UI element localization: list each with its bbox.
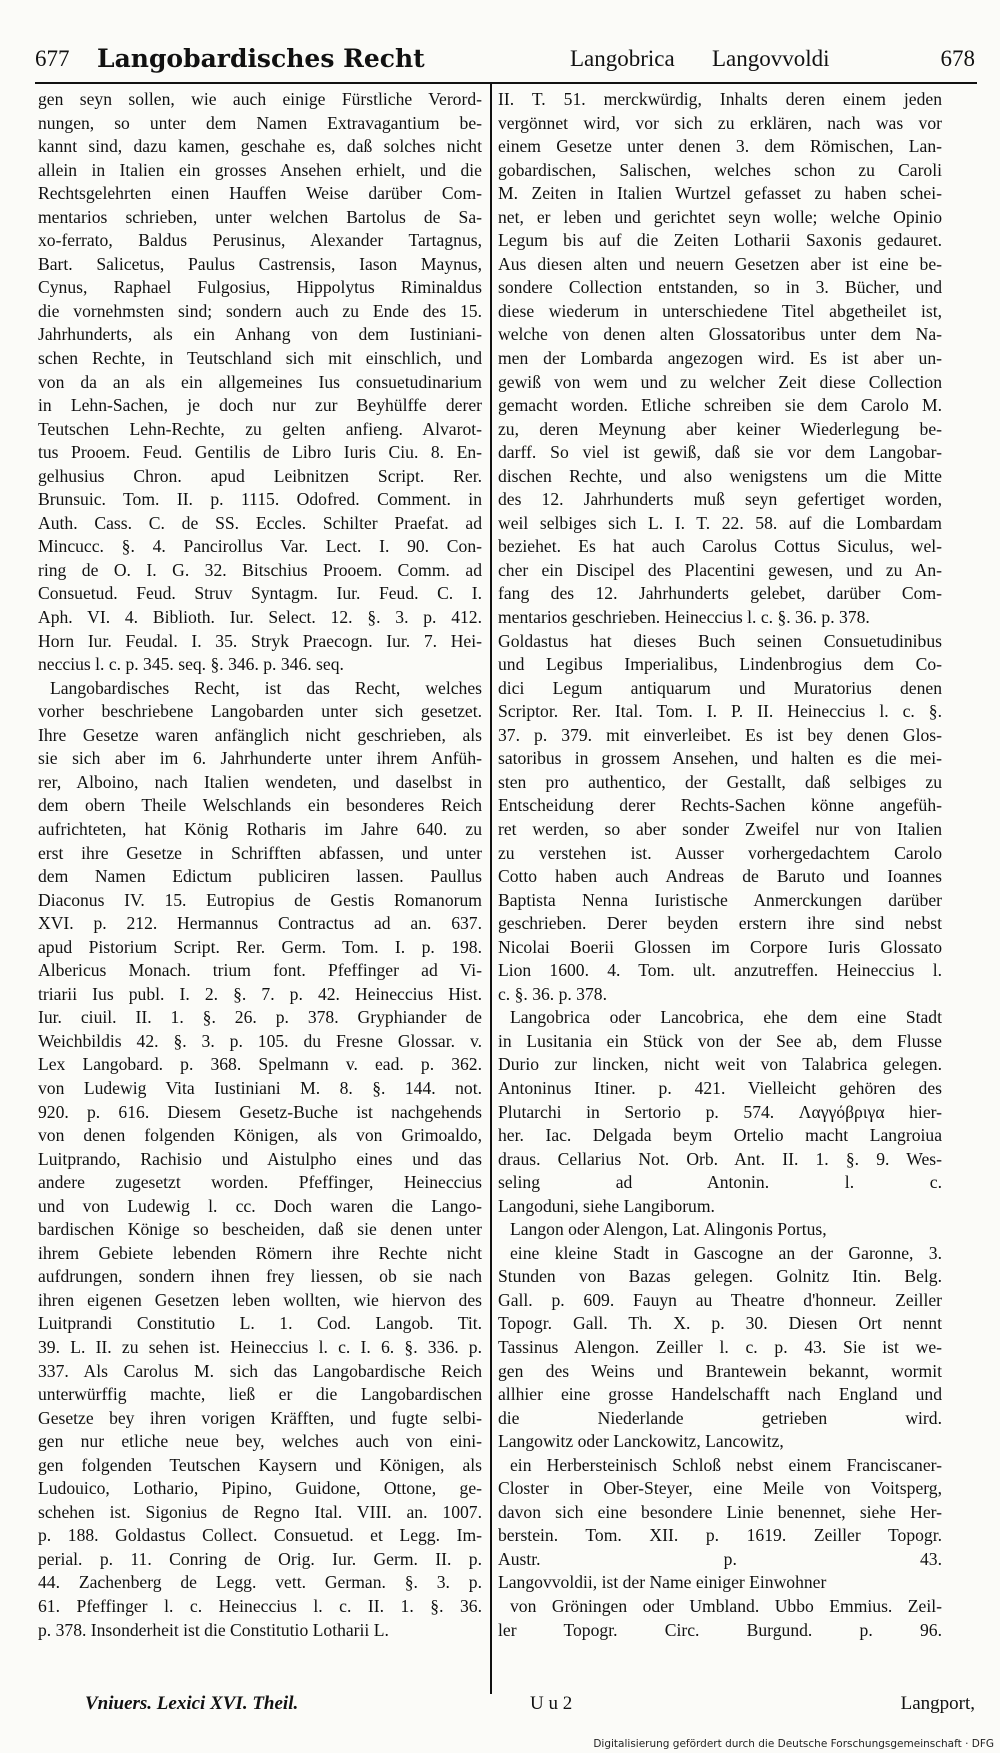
text-line: Closter in Ober-Steyer, eine Meile von Voitsperg, [498, 1478, 942, 1499]
text-line: ler Topogr. Circ. Burgund. p. 96. [498, 1619, 942, 1640]
digitization-credit: Digitalisierung gefördert durch die Deutsche Forschungsgemeinschaft · DFG [593, 1738, 994, 1750]
text-line: zu, deren Meynung aber keiner Wiederlegung be- [498, 418, 942, 439]
text-line: geschrieben. Derer beyden erstern ihre sind nebst [498, 913, 942, 934]
text-line: satoribus in grossem Ansehen, und halten es die mei- [498, 748, 942, 769]
right-column [498, 88, 942, 1642]
text-line: ring de O. I. G. 32. Bitschius Prooem. Comm. ad [38, 559, 482, 580]
text-line: dem Namen Edictum publiciren lassen. Paullus [38, 866, 482, 887]
text-line: tus Prooem. Feud. Gentilis de Libro Iuris Ciu. 8. En- [38, 442, 482, 463]
text-line: beziehet. Es hat auch Carolus Cottus Siculus, wel- [498, 536, 942, 557]
text-line: von denen folgenden Königen, als von Grimoaldo, [38, 1125, 482, 1146]
text-line: in Lusitania ein Stück von der See ab, dem Flusse [498, 1030, 942, 1051]
text-line: XVI. p. 212. Hermannus Contractus ad an. 637. [38, 913, 482, 934]
text-line: darff. So viel ist gewiß, daß sie vor dem Langobar- [498, 442, 942, 463]
text-line: Luitprando, Rachisio und Aistulpho eines und das [38, 1148, 482, 1169]
text-line: allein in Italien ein grosses Ansehen erhielt, und die [38, 159, 482, 180]
header-rule [35, 82, 977, 84]
footer-catchword: Langport, [900, 1693, 975, 1714]
text-line: gemacht worden. Etliche schreiben sie dem Carolo M. [498, 395, 942, 416]
text-line: in Lehn-Sachen, je doch nur zur Beyhülffe derer [38, 395, 482, 416]
text-line: 337. Als Carolus M. sich das Langobardische Reich [38, 1360, 482, 1381]
text-line: Cynus, Raphael Fulgosius, Hippolytus Riminaldus [38, 277, 482, 298]
text-line: Nicolai Boerii Glossen im Corpore Iuris Glossato [498, 936, 942, 957]
text-line: p. 378. Insonderheit ist die Constitutio Lotharii L. [38, 1619, 389, 1640]
text-line: Aph. VI. 4. Biblioth. Iur. Select. 12. §. 3. p. 412. [38, 607, 482, 628]
text-line: net, er leben und gerichtet seyn wolle; welche Opinio [498, 206, 942, 227]
text-line: draus. Cellarius Not. Orb. Ant. II. 1. §. 9. Wes- [498, 1148, 942, 1169]
text-line: fang des 12. Jahrhunderts gelebet, darüber Com- [498, 583, 942, 604]
text-line: bardischen Könige so bescheiden, daß sie denen unter [38, 1219, 482, 1240]
page-number-left: 677 [35, 46, 70, 71]
text-line: Austr. p. 43. [498, 1548, 942, 1569]
text-line: Lion 1600. 4. Tom. ult. anzutreffen. Heineccius l. [498, 960, 942, 981]
text-line: kannt sind, dazu kamen, geschahe es, daß solches nicht [38, 136, 482, 157]
text-line: Langobardisches Recht, ist das Recht, welches [50, 677, 482, 698]
text-line: Antoninus Itiner. p. 421. Vielleicht gehören des [498, 1077, 942, 1098]
text-line: Brunsuic. Tom. II. p. 1115. Odofred. Comment. in [38, 489, 482, 510]
signature-line: Vniuers. Lexici XVI. Theil. [85, 1693, 299, 1714]
text-line: von da an als ein allgemeines Ius consuetudinarium [38, 371, 482, 392]
text-line: gen folgenden Teutschen Kaysern und Königen, als [38, 1454, 482, 1475]
text-line: Consuetud. Feud. Struv Syntagm. Iur. Feud. C. I. [38, 583, 482, 604]
text-line: mentarios schrieben, unter welchen Bartolus de Sa- [38, 206, 482, 227]
text-line: Rechtsgelehrten einen Hauffen Weise darüber Com- [38, 183, 482, 204]
page-number-right: 678 [940, 46, 975, 71]
text-line: Ihre Gesetze waren anfänglich nicht geschrieben, als [38, 724, 482, 745]
text-line: perial. p. 11. Conring de Orig. Iur. Germ. II. p. [38, 1548, 482, 1569]
text-line: zu verstehen ist. Ausser vorhergedachtem Carolo [498, 842, 942, 863]
text-line: Horn Iur. Feudal. I. 35. Stryk Praecogn. Iur. 7. Hei- [38, 630, 482, 651]
text-line: schen Rechte, in Teutschland sich mit einschlich, und [38, 348, 482, 369]
text-line: apud Pistorium Script. Rer. Germ. Tom. I. p. 198. [38, 936, 482, 957]
text-line: cher ein Discipel des Placentini gewesen, und zu An- [498, 559, 942, 580]
text-line: unterwürffig machte, ließ er die Langobardischen [38, 1384, 482, 1405]
catchword-last: Langovvoldi [712, 46, 830, 71]
text-line: Baptista Nenna Iuristische Anmerckungen darüber [498, 889, 942, 910]
text-line: p. 188. Goldastus Collect. Consuetud. et Legg. Im- [38, 1525, 482, 1546]
text-line: dischen Rechte, und also wenigstens um die Mitte [498, 465, 942, 486]
text-line: sten pro authentico, der Gestallt, daß selbiges zu [498, 771, 942, 792]
text-line: ret werden, so aber sonder Zweifel nur von Italien [498, 818, 942, 839]
text-line: her. Iac. Delgada beym Ortelio macht Langroiua [498, 1125, 942, 1146]
text-line: davon sich eine besondere Linie benennet, siehe Her- [498, 1501, 942, 1522]
text-line: Tassinus Alengon. Zeiller l. c. p. 43. Sie ist we- [498, 1336, 942, 1357]
text-line: Luitprandi Constitutio L. 1. Cod. Langob. Tit. [38, 1313, 482, 1334]
text-line: erst ihre Gesetze in Schrifften abfassen, und unter [38, 842, 482, 863]
text-line: Plutarchi in Sertorio p. 574. Λαγγόβριγα hier- [498, 1101, 942, 1122]
text-line: dem obern Theile Welschlands ein besonderes Reich [38, 795, 482, 816]
text-line: diese wiederum in unterschiedene Titel abgetheilet ist, [498, 300, 942, 321]
text-line: Ludouico, Lothario, Pipino, Guidone, Ottone, ge- [38, 1478, 482, 1499]
running-header [35, 40, 975, 80]
text-line: die Niederlande getrieben wird. [498, 1407, 942, 1428]
text-line: nungen, so unter dem Namen Extravagantium be- [38, 112, 482, 133]
text-line: xo-ferrato, Baldus Perusinus, Alexander Tartagnus, [38, 230, 482, 251]
text-line: triarii Ius publ. I. 2. §. 7. p. 42. Heineccius Hist. [38, 983, 482, 1004]
text-line: gen des Weins und Brantewein bekannt, wormit [498, 1360, 942, 1381]
text-line: Langobrica oder Lancobrica, ehe dem eine Stadt [510, 1007, 942, 1028]
text-line: Langon oder Alengon, Lat. Alingonis Portus, [510, 1219, 827, 1240]
text-line: Lex Langobard. p. 368. Spelmann v. ead. p. 362. [38, 1054, 482, 1075]
text-line: einem Gesetze unter denen 3. dem Römischen, Lan- [498, 136, 942, 157]
signature-mark: U u 2 [530, 1693, 573, 1714]
text-line: gen nur etliche neue bey, welches auch von eini- [38, 1431, 482, 1452]
text-line: berstein. Tom. XII. p. 1619. Zeiller Topogr. [498, 1525, 942, 1546]
text-line: Entscheidung derer Rechts-Sachen könne angefüh- [498, 795, 942, 816]
text-line: men der Lombarda angezogen wird. Es ist aber un- [498, 348, 942, 369]
text-line: allhier eine grosse Handelschafft nach England und [498, 1384, 942, 1405]
text-line: gobardischen, Salischen, welches schon zu Caroli [498, 159, 942, 180]
text-line: aufdrungen, sondern ihnen frey liessen, ob sie nach [38, 1266, 482, 1287]
text-line: ein Herbersteinisch Schloß nebst einem Franciscaner- [510, 1454, 942, 1475]
text-line: die vornehmsten sind; sondern auch zu Ende des 15. [38, 300, 482, 321]
text-line: Legum bis auf die Zeiten Lotharii Saxonis gedauret. [498, 230, 942, 251]
text-line: Diaconus IV. 15. Eutropius de Gestis Romanorum [38, 889, 482, 910]
text-line: 44. Zachenberg de Legg. vett. German. §. 3. p. [38, 1572, 482, 1593]
text-line: Scriptor. Rer. Ital. Tom. I. P. II. Heineccius l. c. §. [498, 701, 942, 722]
text-line: Albericus Monach. trium font. Pfeffinger ad Vi- [38, 960, 482, 981]
text-line: Teutschen Lehn-Rechte, zu gelten anfieng. Alvarot- [38, 418, 482, 439]
text-line: Bart. Salicetus, Paulus Castrensis, Iason Maynus, [38, 253, 482, 274]
text-line: welche von denen alten Glossatoribus unter dem Na- [498, 324, 942, 345]
text-line: von Gröningen oder Umbland. Ubbo Emmius. Zeil- [510, 1596, 942, 1616]
text-line: Langowitz oder Lanckowitz, Lancowitz, [498, 1431, 784, 1452]
text-line: sondere Collection entstanden, so in 3. Bücher, und [498, 277, 942, 298]
column-divider [490, 84, 492, 1694]
text-line: Stunden von Bazas gelegen. Golnitz Itin. Belg. [498, 1266, 942, 1287]
text-line: Langoduni, siehe Langiborum. [498, 1195, 715, 1216]
text-line: Gesetze bey ihren vorigen Kräfften, und fugte selbi- [38, 1407, 482, 1428]
text-line: neccius l. c. p. 345. seq. §. 346. p. 346. seq. [38, 654, 344, 675]
text-line: vorher beschriebene Langobarden unter sich gesetzet. [38, 701, 482, 722]
text-line: Iur. ciuil. II. 1. §. 26. p. 378. Gryphiander de [38, 1007, 482, 1028]
text-line: des 12. Jahrhunderts muß seyn gefertiget worden, [498, 489, 942, 510]
text-line: weil selbiges sich L. I. T. 22. 58. auf die Lombardam [498, 512, 942, 533]
text-line: 37. p. 379. mit einverleibet. Es ist bey denen Glos- [498, 724, 942, 745]
text-line: seling ad Antonin. l. c. [498, 1172, 942, 1193]
text-line: Durio zur lincken, nicht weit von Talabrica gelegen. [498, 1054, 942, 1075]
text-line: ihren eigenen Gesetzen leben wollten, wie hiervon des [38, 1289, 482, 1310]
text-line: Jahrhunderts, als ein Anhang von dem Iustiniani- [38, 324, 482, 345]
text-line: Aus diesen alten und neuern Gesetzen aber ist eine be- [498, 253, 942, 274]
text-line: und von Ludewig l. cc. Doch waren die Lango- [38, 1195, 482, 1216]
text-line: Mincucc. §. 4. Pancirollus Var. Lect. I. 90. Con- [38, 536, 482, 557]
text-line: eine kleine Stadt in Gascogne an der Garonne, 3. [510, 1242, 942, 1263]
text-line: Weichbildis 42. §. 3. p. 105. du Fresne Glossar. v. [38, 1030, 482, 1051]
catchword-first: Langobrica [570, 46, 675, 71]
text-line: vergönnet wird, vor sich zu erklären, nach was vor [498, 112, 942, 133]
left-column [38, 88, 482, 1642]
running-title: Langobardisches Recht [97, 44, 425, 73]
text-line: und Legibus Imperialibus, Lindenbrogius dem Co- [498, 654, 942, 675]
text-line: c. §. 36. p. 378. [498, 983, 607, 1004]
text-line: Langovvoldii, ist der Name einiger Einwohner [498, 1572, 827, 1593]
text-line: Gall. p. 609. Fauyn au Theatre d'honneur. Zeiller [498, 1289, 942, 1310]
text-line: dici Legum antiquarum und Muratorius denen [498, 677, 942, 698]
text-line: rer, Alboino, nach Italien wendeten, und daselbst in [38, 771, 482, 792]
text-line: 920. p. 616. Diesem Gesetz-Buche ist nachgehends [38, 1101, 482, 1122]
text-line: schehen ist. Sigonius de Regno Ital. VIII. an. 1007. [38, 1501, 482, 1522]
text-line: andere zugesetzt worden. Pfeffinger, Heineccius [38, 1172, 482, 1193]
text-line: 61. Pfeffinger l. c. Heineccius l. c. II. 1. §. 36. [38, 1596, 482, 1616]
text-line: sie sich aber im 6. Jahrhunderte unter ihrem Anfüh- [38, 748, 482, 769]
text-line: Topogr. Gall. Th. X. p. 30. Diesen Ort nennt [498, 1313, 942, 1334]
text-line: gen seyn sollen, wie auch einige Fürstliche Verord- [38, 89, 482, 109]
text-line: M. Zeiten in Italien Wurtzel gefasset zu haben schei- [498, 183, 942, 204]
text-line: Auth. Cass. C. de SS. Eccles. Schilter Praefat. ad [38, 512, 482, 533]
page-footer [35, 1691, 975, 1721]
text-line: Goldastus hat dieses Buch seinen Consuetudinibus [498, 630, 942, 651]
text-line: Cotto haben auch Andreas de Baruto und Ioannes [498, 866, 942, 887]
text-line: gewiß von wem und zu welcher Zeit diese Collection [498, 371, 942, 392]
text-line: aufrichteten, hat König Rotharis im Jahre 640. zu [38, 818, 482, 839]
text-line: mentarios geschrieben. Heineccius l. c. §. 36. p. 378. [498, 607, 870, 628]
text-line: gelhusius Chron. apud Leibnitzen Script. Rer. [38, 465, 482, 486]
text-line: II. T. 51. merckwürdig, Inhalts deren einem jeden [498, 89, 942, 109]
text-line: 39. L. II. zu sehen ist. Heineccius l. c. I. 6. §. 336. p. [38, 1336, 482, 1357]
text-line: von Ludewig Vita Iustiniani M. 8. §. 144. not. [38, 1077, 482, 1098]
text-line: ihrem Gebiete lebenden Römern ihre Rechte nicht [38, 1242, 482, 1263]
